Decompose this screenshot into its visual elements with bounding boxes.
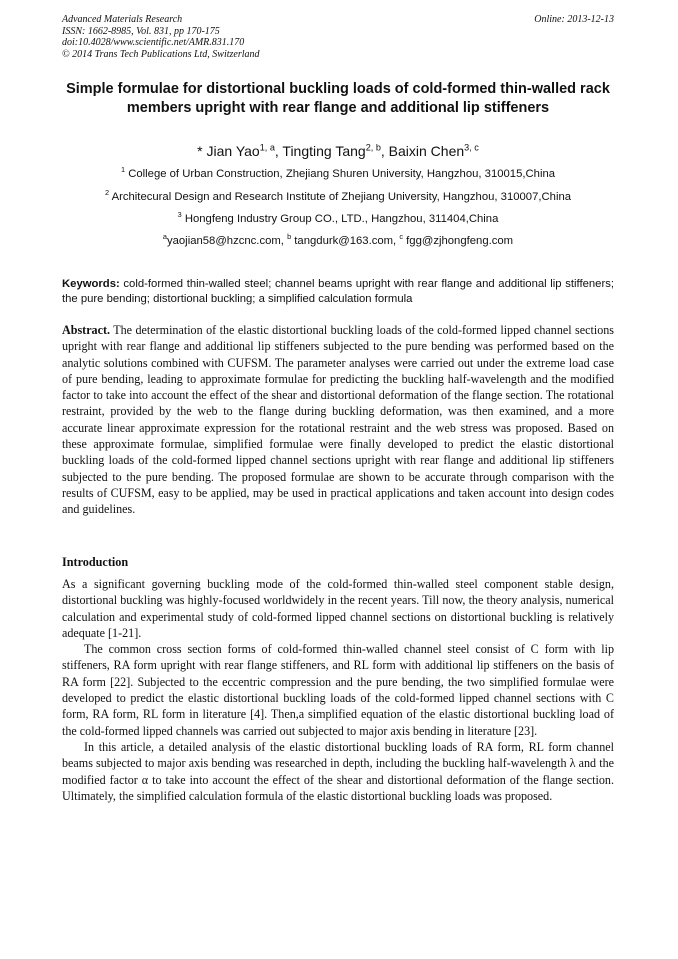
author-name: Baixin Chen xyxy=(388,143,465,159)
abstract-label: Abstract. xyxy=(62,323,111,337)
author-affiliation-mark: 1, a xyxy=(259,142,275,153)
author-list xyxy=(62,142,614,160)
affiliation-2: $^2$ Architecural Design and Research Institute of Zhejiang University, Hangzhou, 310007,China xyxy=(104,188,572,203)
email-address[interactable]: fgg@zjhongfeng.com xyxy=(406,235,514,247)
author-separator: , xyxy=(274,143,283,159)
email-address[interactable]: tangdurk@163.com, xyxy=(294,235,400,247)
paragraph: The common cross section forms of cold-formed thin-walled channel steel consist of C form with lip stiffeners, RA form upright with rear flange stiffeners, and RL form with additional lip stiffeners on the basis of RA form [22]. Subjected to the eccentric compression and the pure bending, the two simplified formulae were developed to predict the elastic distortional buckling loads of the cold-formed lipped channel sections with C form, RA form, RL form in literature [4]. Then,a simplified equation of the elastic distortional buckling load of the cold-formed lipped channels was carried out subjected to major axis bending in literature [23]. xyxy=(62,642,614,738)
journal-name: Advanced Materials Research xyxy=(62,14,183,25)
journal-info xyxy=(62,14,260,60)
keywords-text: cold-formed thin-walled steel; channel beams upright with rear flange and additional lip stiffeners; the pure bending; distortional buckling; a simplified calculation formula xyxy=(62,278,614,305)
affiliation-3: $^3$ Hongfeng Industry Group CO., LTD., Hangzhou, 311404,China xyxy=(177,210,499,225)
paper-title: Simple formulae for distortional buckling loads of cold-formed thin-walled rack members upright with rear flange and additional lip stiffeners xyxy=(66,81,610,116)
author-affiliation-mark: 2, b xyxy=(365,142,381,153)
introduction-body xyxy=(62,576,614,804)
paragraph: In this article, a detailed analysis of the elastic distortional buckling loads of RA form, RL form channel beams subjected to major axis bending was researched in depth, including the buckling half-wavelength λ and the modified factor α to take into account the effect of the shear and distortional deformation of the flange section. Ultimately, the simplified calculation formula of the elastic distortional buckling loads was proposed. xyxy=(62,739,614,803)
corresponding-marker: * xyxy=(197,143,207,159)
affiliation-1: $^1$ College of Urban Construction, Zhejiang Shuren University, Hangzhou, 310015,China xyxy=(120,165,556,180)
author-separator: , xyxy=(380,143,389,159)
issn-line: ISSN: 1662-8985, Vol. 831, pp 170-175 xyxy=(62,25,220,37)
abstract-text: The determination of the elastic distortional buckling loads of the cold-formed lipped channel sections upright with rear flange and additional lip stiffeners subjected to the pure bending was performed based on the analytic solutions combined with CUFSM. The parameter analyses were carried out under the extreme load case of pure bending, leading to approximate formulae for predicting the buckling half-wavelength and the modified factor to take into account the effect of the shear and distortional deformation of the flange section. The rotational restraint, provided by the web to the flange during buckling deformation, was then examined, and a more accurate linear approximate expression for the rotational restraint and the web stress was proposed. Based on these approximate formulae, simplified formulae were finally developed to predict the elastic distortional buckling loads of the cold-formed lipped channel sections upright with rear flange and additional lip stiffeners subjected to the pure bending. The proposed formulae are shown to be accurate through comparison with the results of CUFSM, easy to be applied, may be used in practical applications and taken account into design codes and guidelines. xyxy=(62,323,614,517)
author-name: Jian Yao xyxy=(206,143,260,159)
email-list: $^a$yaojian58@hzcnc.com, $^b$ tangdurk@163.com, $^c$ fgg@zjhongfeng.com xyxy=(162,232,514,247)
abstract-block xyxy=(62,322,614,518)
keywords-label: Keywords: xyxy=(62,278,120,290)
copyright-line: © 2014 Trans Tech Publications Ltd, Switzerland xyxy=(62,48,260,60)
online-date: Online: 2013-12-13 xyxy=(534,14,614,25)
keywords-block xyxy=(62,277,614,306)
paragraph: As a significant governing buckling mode of the cold-formed thin-walled steel component stable design, distortional buckling was highly-focused worldwidely in the recent years. Till now, the theory analysis, numerical calculation and experimental study of cold-formed lipped channel sections on distortional buckling is relatively adequate [1-21]. xyxy=(62,577,614,640)
email-address[interactable]: yaojian58@hzcnc.com, xyxy=(166,235,288,247)
doi-line: doi:10.4028/www.scientific.net/AMR.831.170 xyxy=(62,37,245,48)
author-name: Tingting Tang xyxy=(282,143,366,159)
section-heading-introduction: Introduction xyxy=(62,555,129,569)
author-affiliation-mark: 3, c xyxy=(464,142,479,153)
